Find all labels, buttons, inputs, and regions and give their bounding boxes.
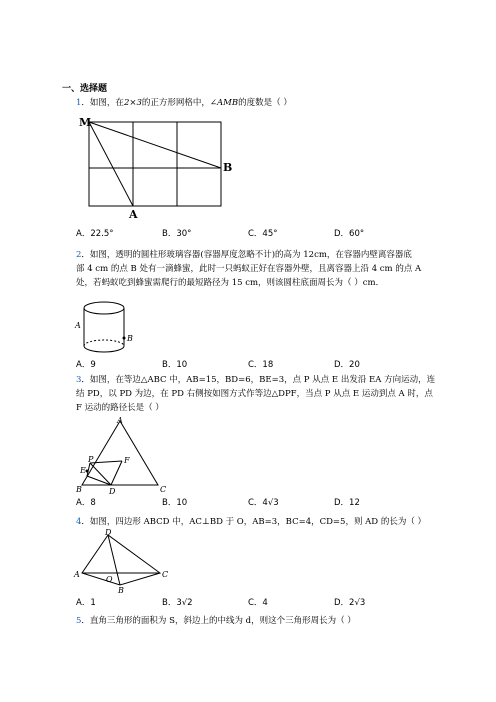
label-P: P xyxy=(88,455,94,464)
q4-option-d[interactable]: D．2√3 xyxy=(334,598,366,608)
q3-option-d[interactable]: D．12 xyxy=(334,498,360,508)
q2-option-a[interactable]: A．9 xyxy=(76,360,96,370)
label-C: C xyxy=(162,570,169,579)
label-A: A xyxy=(74,570,80,579)
section-heading: 一、选择题 xyxy=(62,84,108,94)
question-2-line-2: 部 4 cm 的点 B 处有一滴蜂蜜，此时一只蚂蚁正好在容器外壁，且离容器上沿 4 cm 的点 A xyxy=(76,264,422,274)
label-F: F xyxy=(124,456,130,465)
label-D: D xyxy=(105,528,112,537)
q4-option-c[interactable]: C．4 xyxy=(248,598,268,608)
q1-grid-figure xyxy=(75,112,240,222)
grid-size-expr: 2×3 xyxy=(123,98,142,108)
q2-cylinder-figure xyxy=(72,298,152,358)
q4-quadrilateral-figure xyxy=(72,527,172,595)
question-3-line-3: F 运动的路径长是（ ） xyxy=(76,403,164,413)
q3-triangle-figure xyxy=(76,415,176,495)
label-E: E xyxy=(80,466,86,475)
q1-option-b[interactable]: B．30° xyxy=(162,229,192,239)
label-A: A xyxy=(75,321,81,330)
q2-option-d[interactable]: D．20 xyxy=(334,360,360,370)
label-C: C xyxy=(160,485,167,494)
angle-expr: ∠AMB xyxy=(209,98,239,108)
label-A: A xyxy=(117,416,123,425)
q1-option-c[interactable]: C．45° xyxy=(248,229,278,239)
label-B: B xyxy=(76,485,82,494)
question-4-stem: 4．如图，四边形 ABCD 中，AC⊥BD 于 O，AB=3，BC=4，CD=5，则 AD 的长为（ ） xyxy=(76,517,427,527)
question-3-line-1: 3．如图，在等边△ABC 中，AB=15，BD=6，BE=3，点 P 从点 E 出发沿 EA 方向运动，连 xyxy=(76,375,436,385)
label-B: B xyxy=(223,161,233,174)
q2-option-b[interactable]: B．10 xyxy=(162,360,188,370)
question-2-line-3: 处，若蚂蚁吃到蜂蜜需爬行的最短路径为 15 cm，则该圆柱底面周长为（ ）cm． xyxy=(76,278,385,288)
q3-option-b[interactable]: B．10 xyxy=(162,498,188,508)
question-2-line-1: 2．如图，透明的圆柱形玻璃容器(容器厚度忽略不计)的高为 12cm，在容器内壁离容器底 xyxy=(76,250,412,260)
question-1-number: 1 xyxy=(76,98,82,108)
q1-option-d[interactable]: D．60° xyxy=(334,229,365,239)
label-M: M xyxy=(79,116,92,129)
q4-option-a[interactable]: A．1 xyxy=(76,598,96,608)
label-B: B xyxy=(127,334,133,343)
question-1-stem: 1．如图，在2×3的正方形网格中，∠AMB的度数是（ ） xyxy=(76,98,292,108)
q4-option-b[interactable]: B．3√2 xyxy=(162,598,193,608)
q3-option-a[interactable]: A．8 xyxy=(76,498,96,508)
question-5-stem: 5．直角三角形的面积为 S，斜边上的中线为 d，则这个三角形周长为（ ） xyxy=(76,616,356,626)
label-B: B xyxy=(118,586,124,595)
q1-option-a[interactable]: A．22.5° xyxy=(76,229,114,239)
label-D: D xyxy=(109,487,116,496)
q2-option-c[interactable]: C．18 xyxy=(248,360,274,370)
question-3-line-2: 结 PD，以 PD 为边，在 PD 右侧按如图方式作等边△DPF，当点 P 从点 E 运动到点 A 时，点 xyxy=(76,389,433,399)
label-O: O xyxy=(106,575,113,584)
label-A: A xyxy=(129,208,138,221)
q3-option-c[interactable]: C．4√3 xyxy=(248,498,279,508)
